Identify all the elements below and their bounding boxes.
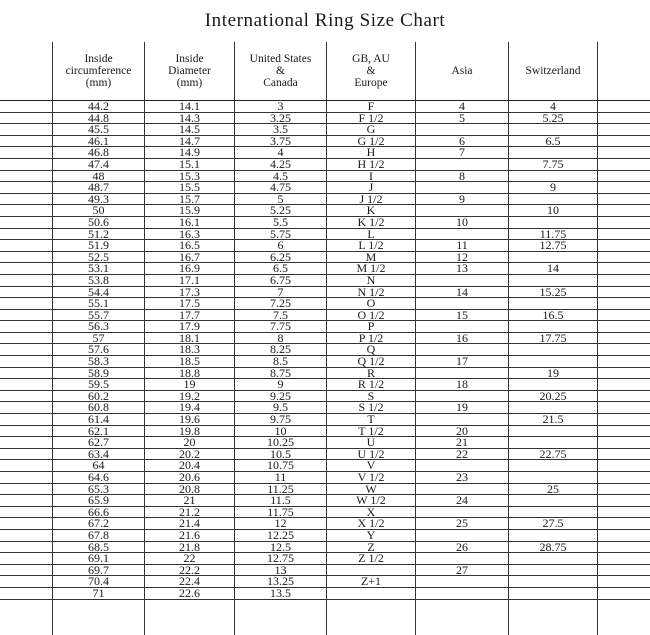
swiss-size-cell: 11.75 [539, 226, 567, 241]
gb-size-cell: R [366, 365, 375, 380]
us-size-cell: 9 [277, 377, 284, 392]
gb-size-cell: V 1/2 [357, 470, 385, 484]
us-size-cell: 10 [274, 423, 287, 438]
us-size-cell: 8.5 [273, 354, 288, 369]
us-size-cell: 11 [274, 470, 287, 484]
circumference-cell: 67.8 [88, 527, 109, 542]
diameter-cell: 14.5 [179, 122, 200, 137]
diameter-cell: 21.8 [179, 539, 200, 554]
asia-size-cell: 12 [456, 249, 468, 264]
gb-size-cell: L [367, 226, 375, 241]
diameter-cell: 22 [183, 551, 196, 566]
circumference-cell: 57 [92, 330, 105, 345]
diameter-cell: 16.5 [179, 238, 200, 253]
circumference-cell: 49.3 [88, 191, 109, 206]
swiss-size-cell: 4 [550, 99, 556, 113]
diameter-cell: 18.8 [179, 365, 200, 380]
header-asia: Asia [451, 65, 473, 77]
us-size-cell: 12.75 [267, 551, 294, 566]
us-size-cell: 9.75 [270, 412, 291, 427]
us-size-cell: 4.75 [270, 180, 291, 195]
circumference-cell: 53.8 [88, 272, 109, 287]
asia-size-cell: 13 [456, 261, 468, 276]
circumference-cell: 64.6 [88, 470, 109, 484]
us-size-cell: 6.5 [273, 261, 288, 276]
circumference-cell: 47.4 [88, 156, 109, 171]
asia-size-cell: 26 [456, 539, 468, 554]
circumference-cell: 67.2 [88, 516, 109, 531]
circumference-cell: 50 [92, 203, 105, 218]
gb-size-cell: Z [367, 539, 375, 554]
us-size-cell: 11.5 [270, 493, 291, 508]
diameter-cell: 21 [183, 493, 196, 508]
gb-size-cell: F 1/2 [358, 110, 384, 125]
us-size-cell: 4 [277, 145, 284, 160]
gb-size-cell: X 1/2 [357, 516, 385, 531]
circumference-cell: 59.5 [88, 377, 109, 392]
diameter-cell: 21.6 [179, 527, 200, 542]
gb-size-cell: S 1/2 [358, 400, 384, 415]
gb-size-cell: K [366, 203, 376, 218]
us-size-cell: 3.25 [270, 110, 291, 125]
swiss-size-cell: 25 [547, 481, 559, 496]
circumference-cell: 48.7 [88, 180, 109, 195]
header-switzerland: Switzerland [525, 65, 581, 77]
us-size-cell: 11.25 [267, 481, 294, 496]
diameter-cell: 14.3 [179, 110, 200, 125]
swiss-size-cell: 27.5 [542, 516, 564, 531]
diameter-cell: 19.6 [179, 412, 200, 427]
gb-size-cell: H 1/2 [357, 156, 385, 171]
circumference-cell: 56.3 [88, 319, 109, 334]
asia-size-cell: 17 [456, 354, 468, 369]
circumference-cell: 52.5 [88, 249, 109, 264]
us-size-cell: 12 [274, 516, 287, 531]
diameter-cell: 17.7 [179, 307, 200, 322]
diameter-cell: 17.5 [179, 296, 200, 311]
header-gb-au-europe: GB, AU & Europe [352, 53, 390, 89]
asia-size-cell: 10 [456, 214, 468, 229]
gb-size-cell: M 1/2 [356, 261, 386, 276]
us-size-cell: 10.75 [267, 458, 294, 473]
us-size-cell: 13.5 [270, 585, 291, 600]
gb-size-cell: O 1/2 [357, 307, 385, 322]
circumference-cell: 50.6 [88, 214, 109, 229]
swiss-size-cell: 17.75 [539, 330, 567, 345]
us-size-cell: 8.75 [270, 365, 291, 380]
circumference-cell: 51.2 [88, 226, 109, 241]
us-size-cell: 8.25 [270, 342, 291, 357]
asia-size-cell: 6 [459, 133, 465, 148]
diameter-cell: 20.6 [179, 470, 200, 484]
gb-size-cell: P 1/2 [358, 330, 384, 345]
diameter-cell: 15.7 [179, 191, 200, 206]
diameter-cell: 17.3 [179, 284, 200, 299]
us-size-cell: 8 [277, 330, 284, 345]
circumference-cell: 60.8 [88, 400, 109, 415]
gb-size-cell: X [366, 504, 376, 519]
us-size-cell: 7.75 [270, 319, 291, 334]
swiss-size-cell: 19 [547, 365, 559, 380]
swiss-size-cell: 6.5 [545, 133, 561, 148]
swiss-size-cell: 20.25 [539, 388, 567, 403]
swiss-size-cell: 28.75 [539, 539, 567, 554]
diameter-cell: 22.6 [179, 585, 200, 600]
gb-size-cell: L 1/2 [358, 238, 384, 253]
gb-size-cell: S [367, 388, 375, 403]
gb-size-cell: G [366, 122, 376, 137]
swiss-size-cell: 16.5 [542, 307, 564, 322]
gb-size-cell: R 1/2 [357, 377, 385, 392]
diameter-cell: 18.1 [179, 330, 200, 345]
asia-size-cell: 20 [456, 423, 468, 438]
us-size-cell: 7.5 [273, 307, 288, 322]
gb-size-cell: W 1/2 [356, 493, 386, 508]
circumference-cell: 58.9 [88, 365, 109, 380]
gb-size-cell: O [366, 296, 376, 311]
circumference-cell: 44.2 [88, 99, 109, 113]
header-circumference: Inside circumference (mm) [65, 53, 132, 89]
us-size-cell: 3.75 [270, 133, 291, 148]
circumference-cell: 70.4 [88, 574, 109, 589]
asia-size-cell: 4 [459, 99, 465, 113]
circumference-cell: 66.6 [88, 504, 109, 519]
table-row [0, 585, 650, 600]
diameter-cell: 20.2 [179, 446, 200, 461]
circumference-cell: 65.3 [88, 481, 109, 496]
circumference-cell: 62.1 [88, 423, 109, 438]
gb-size-cell: N [366, 272, 376, 287]
header-diameter: Inside Diameter (mm) [168, 53, 211, 89]
us-size-cell: 7.25 [270, 296, 291, 311]
us-size-cell: 12.5 [270, 539, 291, 554]
diameter-cell: 15.5 [179, 180, 200, 195]
circumference-cell: 46.1 [88, 133, 109, 148]
diameter-cell: 16.3 [179, 226, 200, 241]
us-size-cell: 4.5 [273, 168, 288, 183]
asia-size-cell: 11 [456, 238, 468, 253]
asia-size-cell: 5 [459, 110, 465, 125]
circumference-cell: 61.4 [88, 412, 109, 427]
circumference-cell: 54.4 [88, 284, 109, 299]
gb-size-cell: K 1/2 [357, 214, 385, 229]
us-size-cell: 9.5 [273, 400, 288, 415]
diameter-cell: 19.2 [179, 388, 200, 403]
asia-size-cell: 19 [456, 400, 468, 415]
asia-size-cell: 8 [459, 168, 465, 183]
asia-size-cell: 7 [459, 145, 465, 160]
gb-size-cell: W [365, 481, 377, 496]
swiss-size-cell: 15.25 [539, 284, 567, 299]
swiss-size-cell: 22.75 [539, 446, 567, 461]
circumference-cell: 62.7 [88, 435, 109, 450]
diameter-cell: 16.7 [179, 249, 200, 264]
asia-size-cell: 23 [456, 470, 468, 484]
us-size-cell: 5 [277, 191, 284, 206]
asia-size-cell: 14 [456, 284, 468, 299]
us-size-cell: 10.25 [267, 435, 294, 450]
circumference-cell: 44.8 [88, 110, 109, 125]
asia-size-cell: 15 [456, 307, 468, 322]
gb-size-cell: J [368, 180, 374, 195]
diameter-cell: 16.1 [179, 214, 200, 229]
us-size-cell: 7 [277, 284, 284, 299]
diameter-cell: 20.8 [179, 481, 200, 496]
circumference-cell: 68.5 [88, 539, 109, 554]
swiss-size-cell: 7.75 [542, 156, 564, 171]
gb-size-cell: N 1/2 [357, 284, 385, 299]
circumference-cell: 48 [92, 168, 105, 183]
us-size-cell: 12.25 [267, 527, 294, 542]
us-size-cell: 3 [277, 99, 284, 113]
asia-size-cell: 27 [456, 562, 468, 577]
diameter-cell: 14.9 [179, 145, 200, 160]
us-size-cell: 13.25 [267, 574, 294, 589]
diameter-cell: 18.5 [179, 354, 200, 369]
diameter-cell: 19 [183, 377, 196, 392]
circumference-cell: 51.9 [88, 238, 109, 253]
gb-size-cell: H [366, 145, 376, 160]
diameter-cell: 18.3 [179, 342, 200, 357]
us-size-cell: 3.5 [273, 122, 288, 137]
gb-size-cell: T 1/2 [358, 423, 384, 438]
diameter-cell: 19.8 [179, 423, 200, 438]
asia-size-cell: 21 [456, 435, 468, 450]
circumference-cell: 55.1 [88, 296, 109, 311]
us-size-cell: 5.75 [270, 226, 291, 241]
gb-size-cell: Z 1/2 [358, 551, 384, 566]
circumference-cell: 58.3 [88, 354, 109, 369]
diameter-cell: 15.9 [179, 203, 200, 218]
swiss-size-cell: 12.75 [539, 238, 567, 253]
gb-size-cell: Q [366, 342, 376, 357]
diameter-cell: 17.1 [179, 272, 200, 287]
asia-size-cell: 18 [456, 377, 468, 392]
diameter-cell: 22.4 [179, 574, 200, 589]
gb-size-cell: Q 1/2 [357, 354, 385, 369]
swiss-size-cell: 21.5 [542, 412, 564, 427]
asia-size-cell: 22 [456, 446, 468, 461]
us-size-cell: 5.5 [273, 214, 288, 229]
gb-size-cell: P [367, 319, 375, 334]
diameter-cell: 16.9 [179, 261, 200, 276]
us-size-cell: 13 [274, 562, 287, 577]
diameter-cell: 14.7 [179, 133, 200, 148]
circumference-cell: 53.1 [88, 261, 109, 276]
gb-size-cell: T [367, 412, 375, 427]
gb-size-cell: I [369, 168, 373, 183]
swiss-size-cell: 10 [547, 203, 559, 218]
circumference-cell: 71 [92, 585, 105, 600]
asia-size-cell: 16 [456, 330, 468, 345]
gb-size-cell: U 1/2 [357, 446, 385, 461]
gb-size-cell: Y [366, 527, 376, 542]
asia-size-cell: 24 [456, 493, 468, 508]
us-size-cell: 10.5 [270, 446, 291, 461]
circumference-cell: 64 [92, 458, 105, 473]
us-size-cell: 11.75 [267, 504, 294, 519]
circumference-cell: 65.9 [88, 493, 109, 508]
asia-size-cell: 9 [459, 191, 465, 206]
gb-size-cell: Z+1 [360, 574, 382, 589]
diameter-cell: 21.4 [179, 516, 200, 531]
gb-size-cell: G 1/2 [357, 133, 385, 148]
circumference-cell: 57.6 [88, 342, 109, 357]
circumference-cell: 69.7 [88, 562, 109, 577]
diameter-cell: 20.4 [179, 458, 200, 473]
us-size-cell: 4.25 [270, 156, 291, 171]
circumference-cell: 45.5 [88, 122, 109, 137]
diameter-cell: 14.1 [179, 99, 200, 113]
swiss-size-cell: 5.25 [542, 110, 564, 125]
gb-size-cell: M [365, 249, 377, 264]
us-size-cell: 5.25 [270, 203, 291, 218]
us-size-cell: 6.75 [270, 272, 291, 287]
us-size-cell: 9.25 [270, 388, 291, 403]
diameter-cell: 15.1 [179, 156, 200, 171]
table-body [0, 101, 650, 600]
gb-size-cell: V [366, 458, 376, 473]
diameter-cell: 21.2 [179, 504, 200, 519]
circumference-cell: 46.8 [88, 145, 109, 160]
swiss-size-cell: 9 [550, 180, 556, 195]
gb-size-cell: U [366, 435, 376, 450]
diameter-cell: 20 [183, 435, 196, 450]
circumference-cell: 55.7 [88, 307, 109, 322]
header-us-canada: United States & Canada [249, 53, 312, 89]
diameter-cell: 15.3 [179, 168, 200, 183]
us-size-cell: 6.25 [270, 249, 291, 264]
diameter-cell: 22.2 [179, 562, 200, 577]
asia-size-cell: 25 [456, 516, 468, 531]
circumference-cell: 63.4 [88, 446, 109, 461]
swiss-size-cell: 14 [547, 261, 559, 276]
gb-size-cell: F [367, 99, 375, 113]
page-title: International Ring Size Chart [204, 10, 446, 31]
gb-size-cell: J 1/2 [359, 191, 383, 206]
diameter-cell: 19.4 [179, 400, 200, 415]
diameter-cell: 17.9 [179, 319, 200, 334]
us-size-cell: 6 [277, 238, 284, 253]
circumference-cell: 69.1 [88, 551, 109, 566]
circumference-cell: 60.2 [88, 388, 109, 403]
